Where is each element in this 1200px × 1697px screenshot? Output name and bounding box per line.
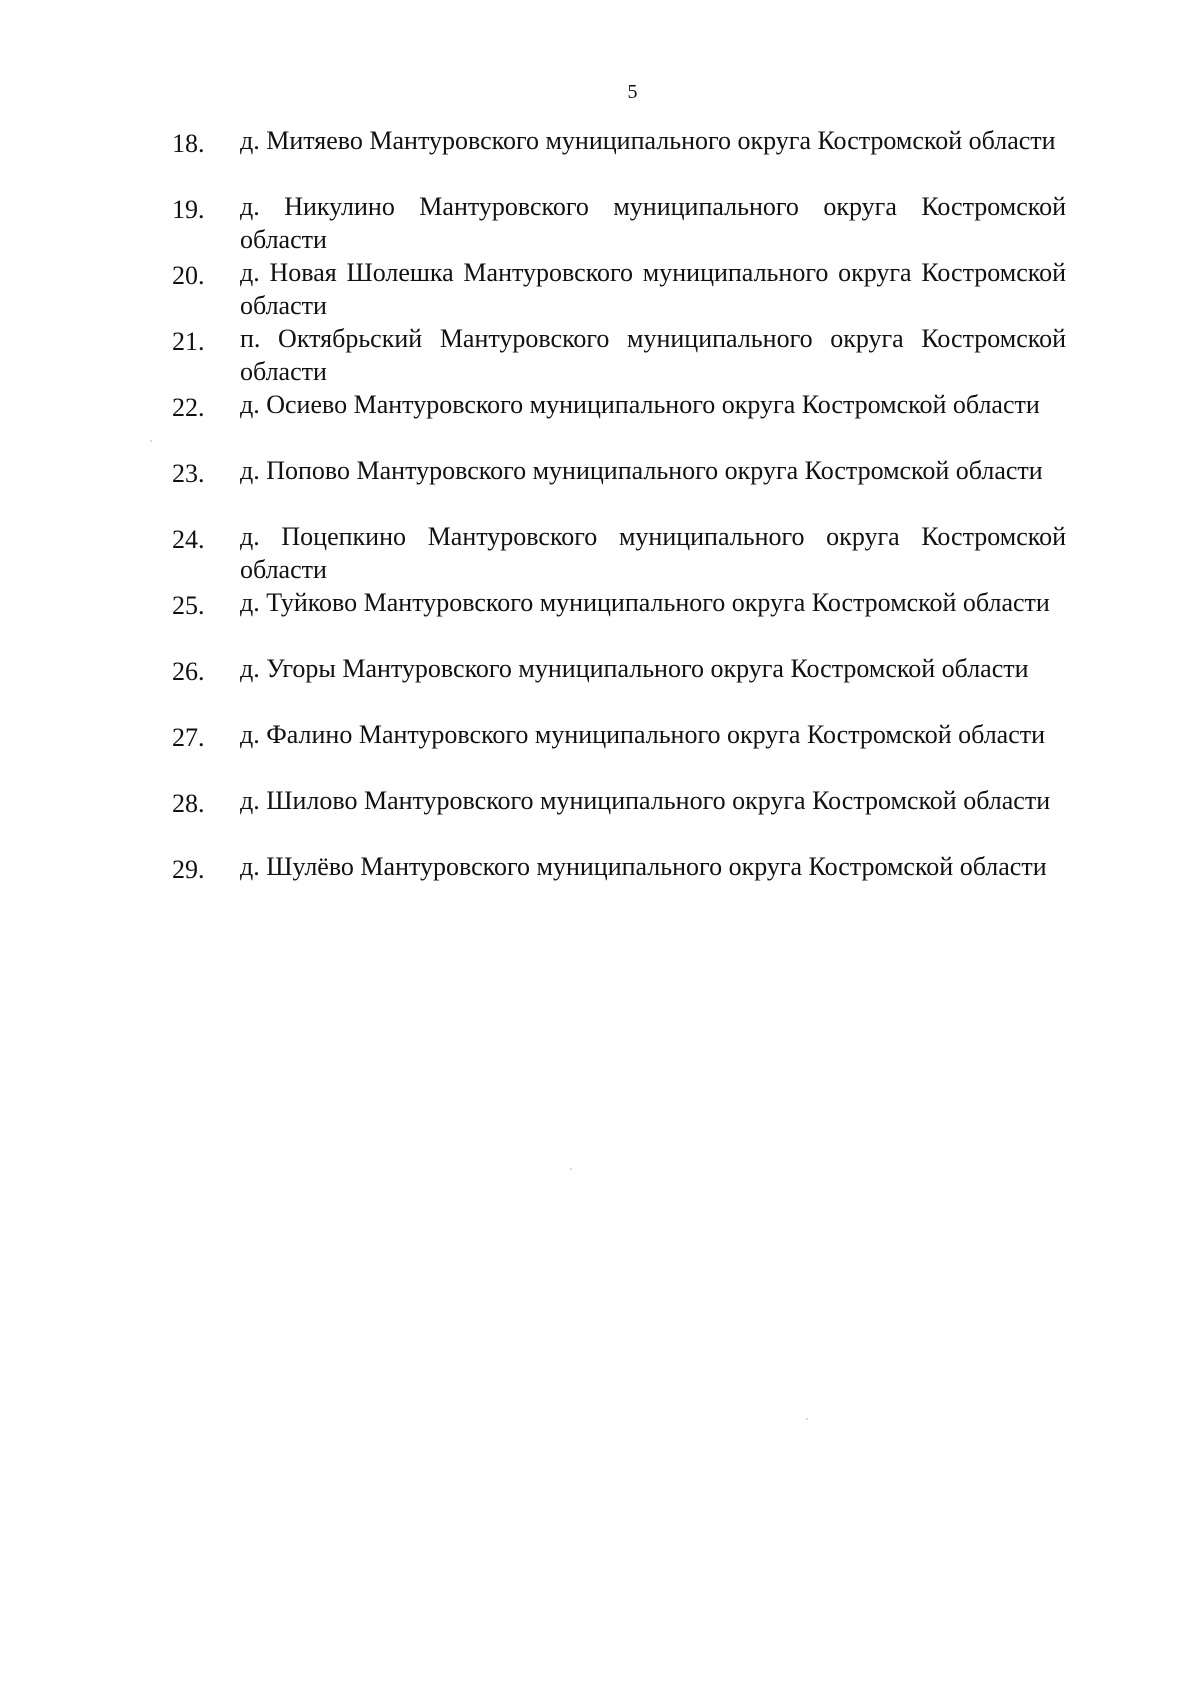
item-text: д. Осиево Мантуровского муниципального округа Костромской области [240,390,1040,419]
item-number: 28. [172,789,205,818]
scan-speck [570,1168,572,1170]
item-number: 23. [172,459,205,488]
item-number: 18. [172,129,205,158]
item-number: 25. [172,591,205,620]
list-item [172,256,1072,322]
item-text: д. Шулёво Мантуровского муниципального округа Костромской области [240,852,1047,881]
list-item [172,850,1072,916]
item-number: 22. [172,393,205,422]
item-text: д. Новая Шолешка Мантуровского муниципального округа Костромской области [240,258,1066,320]
list-item [172,520,1072,586]
item-number: 24. [172,525,205,554]
list-item [172,586,1072,652]
item-text: д. Угоры Мантуровского муниципального округа Костромской области [240,654,1029,683]
page-number: 5 [627,81,638,103]
item-number: 29. [172,855,205,884]
item-number: 21. [172,327,205,356]
list-item [172,190,1072,256]
scan-speck [806,1418,808,1420]
item-text: д. Никулино Мантуровского муниципального округа Костромской области [240,192,1066,254]
settlement-list [172,124,1072,916]
list-item [172,454,1072,520]
item-text: д. Туйково Мантуровского муниципального округа Костромской области [240,588,1050,617]
item-text: д. Шилово Мантуровского муниципального округа Костромской области [240,786,1051,815]
item-text: д. Митяево Мантуровского муниципального округа Костромской области [240,126,1056,155]
list-item [172,124,1072,190]
item-text: д. Фалино Мантуровского муниципального округа Костромской области [240,720,1046,749]
scan-speck [150,440,152,442]
item-text: д. Поцепкино Мантуровского муниципального округа Костромской области [240,522,1066,584]
list-item [172,784,1072,850]
list-item [172,322,1072,388]
list-item [172,388,1072,454]
item-text: п. Октябрьский Мантуровского муниципального округа Костромской области [240,324,1066,386]
item-text: д. Попово Мантуровского муниципального округа Костромской области [240,456,1043,485]
item-number: 20. [172,261,205,290]
item-number: 27. [172,723,205,752]
item-number: 26. [172,657,205,686]
list-item [172,718,1072,784]
item-number: 19. [172,195,205,224]
list-item [172,652,1072,718]
